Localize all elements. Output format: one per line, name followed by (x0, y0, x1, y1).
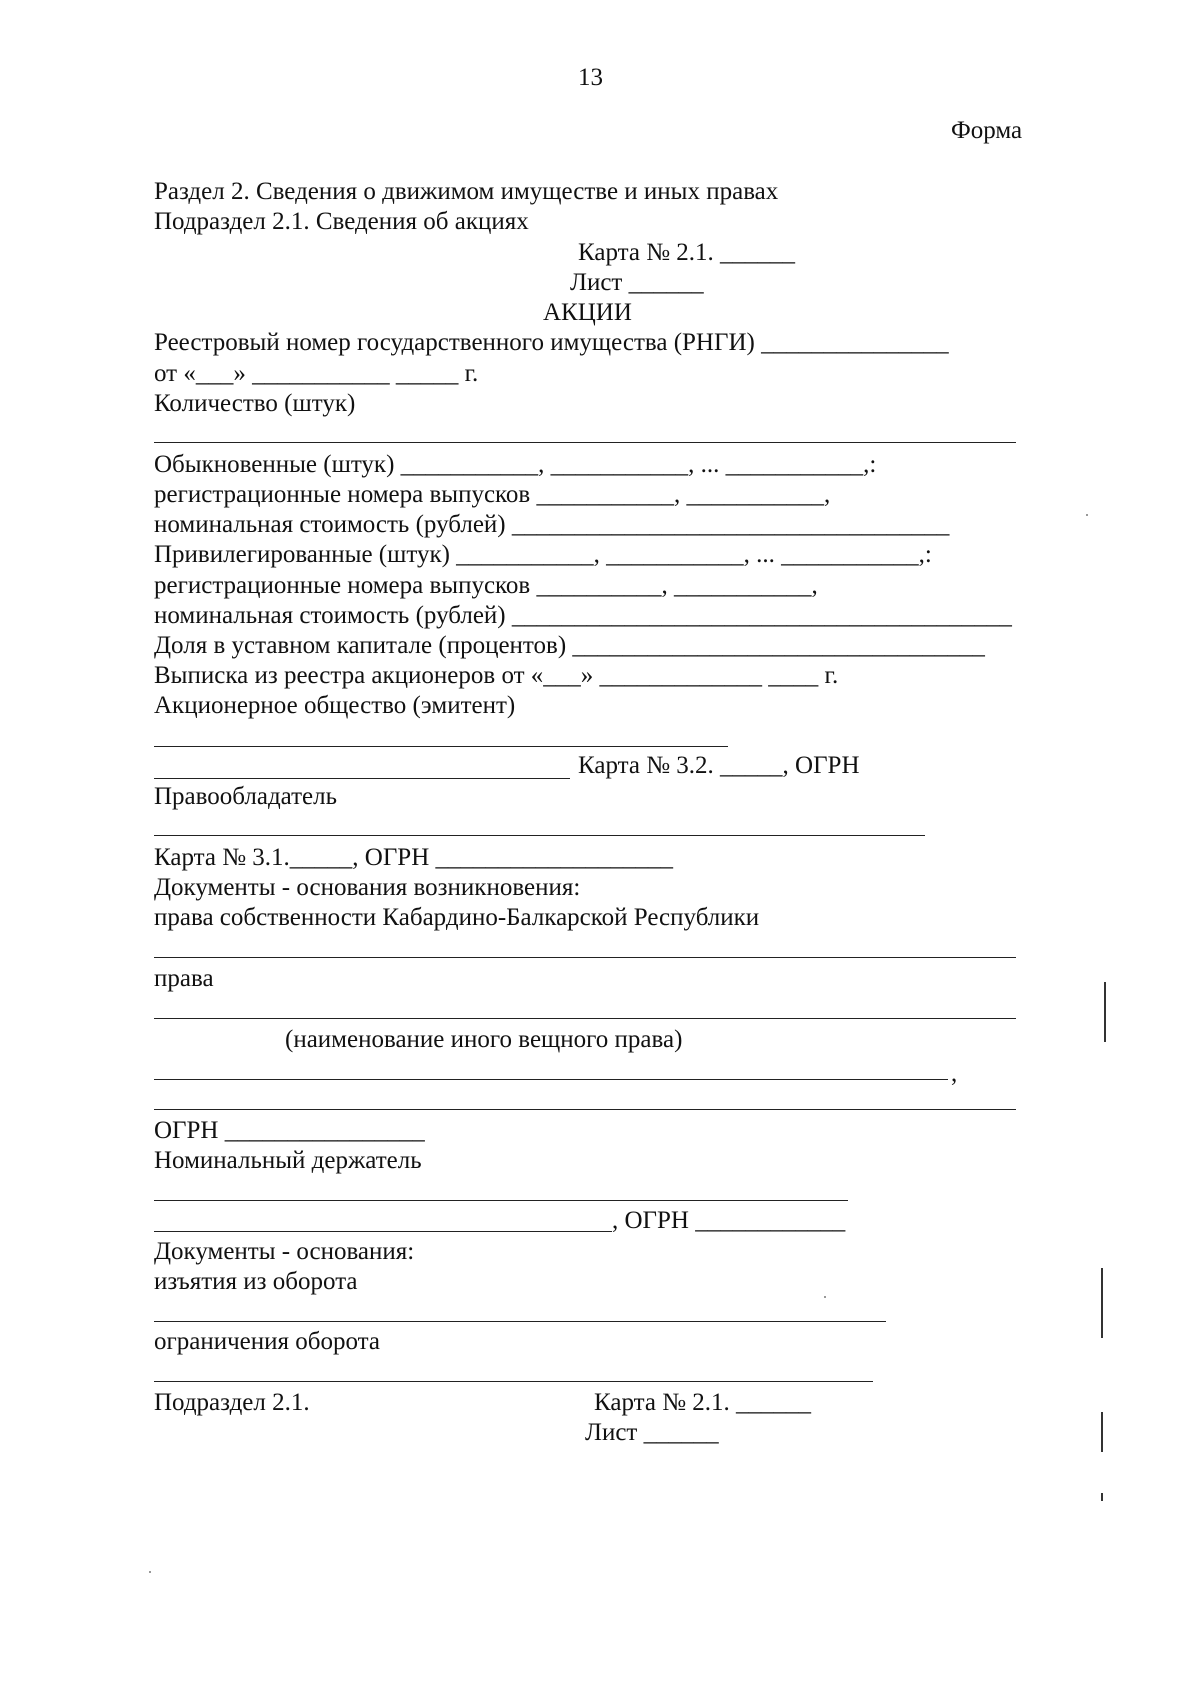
owner-label: Правообладатель (154, 783, 338, 810)
footer-card-number: Карта № 2.1. ______ (594, 1389, 812, 1416)
footer-subsection: Подраздел 2.1. (154, 1389, 310, 1416)
nominee-label: Номинальный держатель (154, 1147, 422, 1174)
ownership-right-label: права собственности Кабардино-Балкарской Республики (154, 904, 760, 931)
other-right-caption: (наименование иного вещного права) (285, 1026, 683, 1053)
capital-share-field: Доля в уставном капитале (процентов) _________________________________ (154, 632, 985, 659)
comma: , (951, 1060, 958, 1087)
scan-mark (1104, 982, 1106, 1042)
preferred-shares-field: Привилегированные (штук) ___________, ___________, ... ___________,: (154, 541, 932, 568)
sheet-number: Лист ______ (570, 269, 704, 296)
issuer-label: Акционерное общество (эмитент) (154, 692, 516, 719)
preferred-reg-numbers-field: регистрационные номера выпусков __________, ___________, (154, 572, 818, 599)
quantity-label: Количество (штук) (154, 390, 356, 417)
other-right-line-2 (154, 1109, 1016, 1110)
scan-mark (1101, 1493, 1103, 1501)
form-label: Форма (951, 117, 1023, 144)
basis-docs-label: Документы - основания возникновения: (154, 874, 581, 901)
issuer-card-field: Карта № 3.2. _____, ОГРН (578, 752, 860, 779)
subsection-title: Подраздел 2.1. Сведения об акциях (154, 208, 529, 235)
owner-blank-line (154, 835, 925, 836)
ownership-blank-line (154, 957, 1016, 958)
from-date-field: от «___» ___________ _____ г. (154, 360, 479, 387)
ogrn-field: ОГРН ________________ (154, 1117, 425, 1144)
withdrawal-label: изъятия из оборота (154, 1268, 358, 1295)
nominee-ogrn-field: , ОГРН ____________ (612, 1207, 846, 1234)
owner-card-field: Карта № 3.1._____, ОГРН ___________________ (154, 844, 674, 871)
rights-blank-line (154, 1018, 1016, 1019)
issuer-name-line (154, 778, 570, 779)
scan-mark (1101, 1268, 1103, 1338)
other-right-line (154, 1079, 948, 1080)
card-number: Карта № 2.1. ______ (578, 239, 796, 266)
doc-title: АКЦИИ (543, 299, 632, 326)
quantity-blank-line (154, 442, 1016, 443)
preferred-nominal-field: номинальная стоимость (рублей) ________________________________________ (154, 602, 1012, 629)
ordinary-nominal-field: номинальная стоимость (рублей) ___________________________________ (154, 511, 950, 538)
basis-docs2-label: Документы - основания: (154, 1238, 415, 1265)
scan-speck (824, 1296, 826, 1298)
issuer-blank-line (154, 746, 728, 747)
footer-sheet-number: Лист ______ (585, 1419, 719, 1446)
restriction-label: ограничения оборота (154, 1328, 381, 1355)
ordinary-shares-field: Обыкновенные (штук) ___________, ___________, ... ___________,: (154, 451, 877, 478)
registry-number-field: Реестровый номер государственного имущества (РНГИ) _______________ (154, 329, 949, 356)
scan-speck (149, 1571, 151, 1573)
registry-extract-field: Выписка из реестра акционеров от «___» _____________ ____ г. (154, 662, 839, 689)
scan-speck (1086, 514, 1088, 516)
rights-label: права (154, 965, 214, 992)
restriction-blank-line (154, 1381, 873, 1382)
ordinary-reg-numbers-field: регистрационные номера выпусков ___________, ___________, (154, 481, 831, 508)
nominee-blank-line (154, 1200, 848, 1201)
page-number: 13 (578, 64, 603, 91)
scan-mark (1101, 1412, 1103, 1452)
withdrawal-blank-line (154, 1321, 886, 1322)
nominee-name-line (154, 1231, 612, 1232)
section-title: Раздел 2. Сведения о движимом имуществе и иных правах (154, 178, 779, 205)
